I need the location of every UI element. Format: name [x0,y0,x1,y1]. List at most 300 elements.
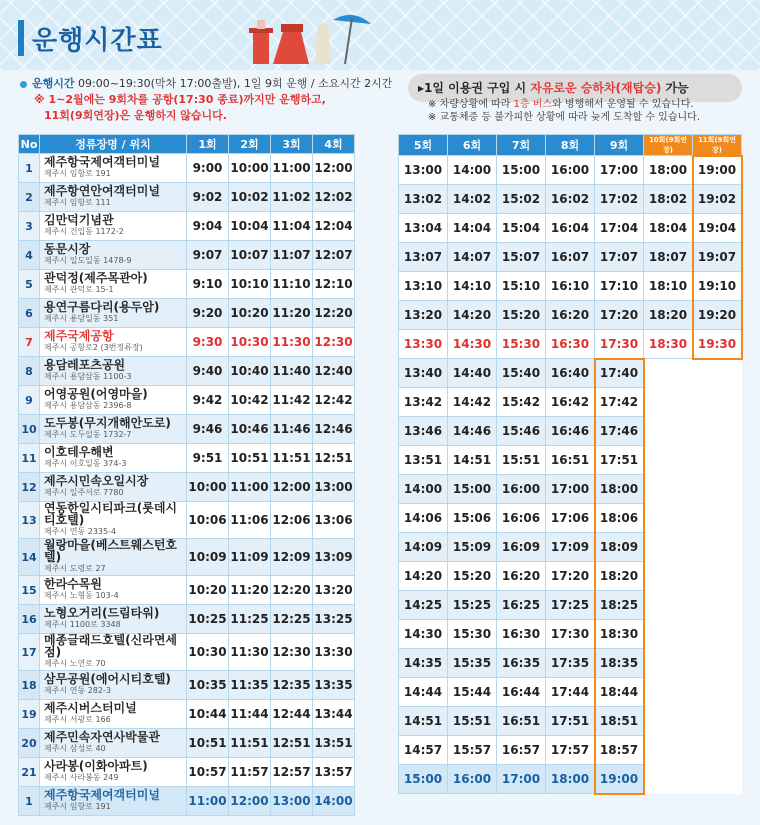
time-cell: 15:35 [448,649,497,678]
stop-name: 동문시장 [44,242,91,256]
time-cell: 12:25 [271,605,313,634]
table-row [19,539,355,576]
time-cell: 18:00 [546,765,595,794]
table-row [19,299,355,328]
stop-name: 월랑마을(베스트웨스턴호텔) [44,538,177,564]
time-cell [644,678,693,707]
time-cell: 16:00 [448,765,497,794]
time-cell: 9:00 [187,154,229,183]
time-cell [644,649,693,678]
table-row [399,475,742,504]
time-cell: 18:09 [595,533,644,562]
stop-location: 제주시 용담삼동 1100-3 [44,372,132,381]
time-cell: 15:20 [448,562,497,591]
table-row [19,700,355,729]
time-cell [693,649,742,678]
stop-number: 2 [19,183,40,212]
time-cell: 17:46 [595,417,644,446]
time-cell: 16:40 [546,359,595,388]
time-cell [693,388,742,417]
table-row [399,765,742,794]
table-row [399,736,742,765]
time-cell: 15:40 [497,359,546,388]
time-cell: 12:00 [229,787,271,816]
time-cell [644,475,693,504]
time-cell: 15:25 [448,591,497,620]
table-row [399,185,742,214]
time-cell: 16:51 [546,446,595,475]
time-cell: 11:35 [229,671,271,700]
table-row [399,533,742,562]
time-cell: 12:51 [271,729,313,758]
stop-location: 제주시 일도일동 1478-9 [44,256,132,265]
stop-location: 제주시 삼성로 40 [44,744,106,753]
table-row [399,649,742,678]
time-cell: 16:42 [546,388,595,417]
time-cell: 10:09 [187,539,229,576]
time-cell: 13:51 [313,729,355,758]
stop-location: 제주시 노연로 70 [44,659,106,668]
header-stop: 정류장명 / 위치 [40,135,187,154]
time-cell: 11:00 [271,154,313,183]
time-cell: 18:44 [595,678,644,707]
stop-number: 5 [19,270,40,299]
time-cell: 18:00 [595,475,644,504]
notice-remark-1: ※ 차량상황에 따라 1층 버스와 병행해서 운영될 수 있습니다. [428,99,694,110]
time-cell: 18:02 [644,185,693,214]
time-cell: 17:44 [546,678,595,707]
bullet-icon [20,81,27,88]
time-cell: 14:42 [448,388,497,417]
time-cell: 19:02 [693,185,742,214]
time-cell: 11:42 [271,386,313,415]
time-cell [693,475,742,504]
time-cell: 12:35 [271,671,313,700]
time-cell: 10:20 [229,299,271,328]
time-cell: 18:20 [595,562,644,591]
stop-name: 제주시민속오일시장 [44,474,149,488]
time-cell: 11:51 [229,729,271,758]
time-cell: 11:30 [271,328,313,357]
stop-cell [40,758,187,787]
table-row [19,183,355,212]
time-cell: 16:30 [497,620,546,649]
time-cell [644,388,693,417]
lighthouse-icon [253,30,269,64]
time-cell [644,533,693,562]
stop-name: 삼무공원(에어시티호텔) [44,672,171,686]
time-cell: 13:51 [399,446,448,475]
time-cell: 13:00 [313,473,355,502]
time-cell: 19:00 [693,156,742,185]
time-cell: 15:02 [497,185,546,214]
table-row [19,634,355,671]
time-cell: 10:40 [229,357,271,386]
table-row [399,214,742,243]
time-cell: 16:35 [497,649,546,678]
stop-location: 제주시 용담삼동 2396-8 [44,401,132,410]
time-cell: 16:30 [546,330,595,359]
time-cell [693,504,742,533]
time-cell: 17:20 [595,301,644,330]
time-cell: 12:46 [313,415,355,444]
time-cell: 12:42 [313,386,355,415]
time-cell: 12:30 [313,328,355,357]
time-cell: 17:07 [595,243,644,272]
time-cell: 13:25 [313,605,355,634]
time-cell: 14:51 [448,446,497,475]
time-cell: 12:20 [271,576,313,605]
stop-number: 19 [19,700,40,729]
stop-number: 14 [19,539,40,576]
time-cell: 17:00 [595,156,644,185]
stop-cell [40,787,187,816]
time-cell: 16:06 [497,504,546,533]
table-row [19,328,355,357]
header-run-1: 1회 [187,135,229,154]
time-cell: 16:10 [546,272,595,301]
time-cell: 10:46 [229,415,271,444]
stop-name: 제주항연안여객터미널 [44,184,160,198]
time-cell: 11:00 [229,473,271,502]
time-cell: 16:09 [497,533,546,562]
time-cell: 10:00 [187,473,229,502]
stop-name: 연동한일시티파크(롯데시티호텔) [44,501,177,527]
stop-location: 제주시 용담일동 351 [44,314,119,323]
time-cell: 11:07 [271,241,313,270]
time-cell: 9:46 [187,415,229,444]
timetable-left [18,134,355,816]
header-run-4: 4회 [313,135,355,154]
header-run-3: 3회 [271,135,313,154]
time-cell [693,765,742,794]
stop-cell [40,700,187,729]
time-cell [693,562,742,591]
time-cell: 14:57 [399,736,448,765]
time-cell: 17:51 [546,707,595,736]
stop-name: 어영공원(어영마을) [44,387,148,401]
stop-cell [40,386,187,415]
time-cell: 17:35 [546,649,595,678]
stop-number: 8 [19,357,40,386]
time-cell: 19:10 [693,272,742,301]
table-row [19,671,355,700]
table-row [19,787,355,816]
time-cell: 9:51 [187,444,229,473]
stop-location: 제주시 노형동 103-4 [44,591,119,600]
table-row [399,301,742,330]
table-row [399,707,742,736]
time-cell [693,533,742,562]
table-row [19,729,355,758]
time-cell [644,359,693,388]
time-cell: 16:46 [546,417,595,446]
winter-note-1: ※ 1~2월에는 9회차를 공항(17:30 종료)까지만 운행하고, [34,93,326,106]
time-cell: 10:07 [229,241,271,270]
time-cell: 19:00 [595,765,644,794]
stop-name: 관덕정(제주목관아) [44,271,148,285]
table-row [399,388,742,417]
time-cell: 13:09 [313,539,355,576]
time-cell: 13:44 [313,700,355,729]
time-cell: 10:06 [187,502,229,539]
time-cell: 15:51 [448,707,497,736]
time-cell: 13:46 [399,417,448,446]
table-row [19,444,355,473]
time-cell: 18:30 [595,620,644,649]
time-cell: 19:04 [693,214,742,243]
stop-location: 제주시 임항로 191 [44,169,111,178]
time-cell [693,620,742,649]
time-cell: 11:20 [229,576,271,605]
time-cell [644,562,693,591]
time-cell: 17:04 [595,214,644,243]
time-cell: 11:46 [271,415,313,444]
time-cell: 14:30 [448,330,497,359]
table-row [399,562,742,591]
stop-cell [40,539,187,576]
time-cell: 9:02 [187,183,229,212]
time-cell: 10:04 [229,212,271,241]
time-cell: 10:20 [187,576,229,605]
time-cell: 13:40 [399,359,448,388]
time-cell: 16:51 [497,707,546,736]
time-cell: 15:00 [399,765,448,794]
time-cell: 18:57 [595,736,644,765]
stop-cell [40,357,187,386]
time-cell: 14:10 [448,272,497,301]
notice-remark-2: ※ 교통체증 등 불가피한 상황에 따라 늦게 도착할 수 있습니다. [428,112,701,123]
winter-note-2: 11회(9회연장)은 운행하지 않습니다. [44,109,227,122]
notice-remarks [428,98,700,124]
time-cell: 10:30 [229,328,271,357]
time-cell: 18:20 [644,301,693,330]
time-cell: 10:42 [229,386,271,415]
stop-cell [40,634,187,671]
time-cell: 16:00 [546,156,595,185]
time-cell: 13:04 [399,214,448,243]
time-cell: 9:30 [187,328,229,357]
time-cell: 14:04 [448,214,497,243]
time-cell [644,707,693,736]
stop-number: 3 [19,212,40,241]
time-cell: 13:02 [399,185,448,214]
page-title: 운행시간표 [32,26,163,56]
stop-cell [40,473,187,502]
time-cell: 18:10 [644,272,693,301]
table-row [19,241,355,270]
table-row [399,678,742,707]
time-cell: 14:40 [448,359,497,388]
time-cell: 14:00 [313,787,355,816]
time-cell: 12:44 [271,700,313,729]
stop-cell [40,605,187,634]
stop-location: 제주시 일주서로 7780 [44,488,124,497]
stop-name: 제주항국제여객터미널 [44,155,160,169]
table-row [399,156,742,185]
dol-hareubang-icon [315,23,331,64]
stop-number: 1 [19,154,40,183]
time-cell: 10:51 [229,444,271,473]
time-cell: 14:30 [399,620,448,649]
table-row [19,154,355,183]
time-cell: 14:00 [399,475,448,504]
time-cell: 14:20 [399,562,448,591]
time-cell: 15:06 [448,504,497,533]
time-cell: 15:04 [497,214,546,243]
time-cell: 14:06 [399,504,448,533]
stop-name: 메종글래드호텔(신라면세점) [44,633,177,659]
table-row [19,270,355,299]
time-cell: 16:25 [497,591,546,620]
stop-number: 9 [19,386,40,415]
time-cell: 10:02 [229,183,271,212]
stop-number: 17 [19,634,40,671]
time-cell: 11:02 [271,183,313,212]
time-cell: 14:20 [448,301,497,330]
time-cell: 13:42 [399,388,448,417]
time-cell: 17:10 [595,272,644,301]
time-cell: 9:10 [187,270,229,299]
header-run-11: 11회(9회연장) [693,135,742,156]
time-cell: 13:30 [313,634,355,671]
time-cell: 11:57 [229,758,271,787]
time-cell: 17:42 [595,388,644,417]
stop-cell [40,444,187,473]
time-cell [644,765,693,794]
time-cell: 16:00 [497,475,546,504]
time-cell: 15:51 [497,446,546,475]
time-cell: 15:10 [497,272,546,301]
time-cell: 10:00 [229,154,271,183]
time-cell: 17:25 [546,591,595,620]
stop-location: 제주시 서광로 166 [44,715,111,724]
header-run-9: 9회 [595,135,644,156]
time-cell: 13:00 [399,156,448,185]
stop-location: 제주시 사라봉동 249 [44,773,119,782]
time-cell [693,707,742,736]
service-hours-label: 운행시간 [32,77,75,90]
time-cell: 18:00 [644,156,693,185]
time-cell: 18:25 [595,591,644,620]
pass-notice-text: ▸1일 이용권 구입 시 자유로운 승하차(재탑승) 가능 [418,81,689,95]
time-cell: 17:00 [497,765,546,794]
time-cell: 11:40 [271,357,313,386]
stop-location: 제주시 임항로 111 [44,198,111,207]
table-row [399,504,742,533]
stop-cell [40,299,187,328]
stop-number: 16 [19,605,40,634]
time-cell: 18:06 [595,504,644,533]
time-cell: 17:30 [546,620,595,649]
time-cell: 11:09 [229,539,271,576]
time-cell: 18:35 [595,649,644,678]
time-cell [644,446,693,475]
time-cell: 17:51 [595,446,644,475]
time-cell: 13:57 [313,758,355,787]
stop-name: 김만덕기념관 [44,213,114,227]
table-row [19,758,355,787]
time-cell: 17:02 [595,185,644,214]
stop-cell [40,328,187,357]
time-cell: 16:04 [546,214,595,243]
time-cell [693,591,742,620]
time-cell: 12:04 [313,212,355,241]
time-cell: 11:25 [229,605,271,634]
time-cell [693,678,742,707]
time-cell: 12:57 [271,758,313,787]
time-cell: 13:00 [271,787,313,816]
time-cell: 9:07 [187,241,229,270]
time-cell: 9:40 [187,357,229,386]
table-row [399,243,742,272]
stop-number: 21 [19,758,40,787]
time-cell: 12:20 [313,299,355,328]
time-cell: 16:20 [546,301,595,330]
time-cell [693,446,742,475]
time-cell [644,417,693,446]
time-cell: 15:07 [497,243,546,272]
time-cell: 18:07 [644,243,693,272]
header-run-6: 6회 [448,135,497,156]
time-cell [644,591,693,620]
time-cell: 15:42 [497,388,546,417]
time-cell: 10:10 [229,270,271,299]
stop-location: 제주시 연동 282-3 [44,686,111,695]
time-cell: 17:40 [595,359,644,388]
time-cell: 13:07 [399,243,448,272]
table-row [19,576,355,605]
stop-location: 제주시 1100로 3348 [44,620,121,629]
service-hours-text: 09:00~19:30(막차 17:00출발), 1일 9회 운행 / 소요시간 2시간 [78,77,393,90]
header-run-10: 10회(9회연장) [644,135,693,156]
time-cell: 17:20 [546,562,595,591]
table-row [399,620,742,649]
time-cell: 19:07 [693,243,742,272]
time-cell: 14:07 [448,243,497,272]
time-cell: 16:02 [546,185,595,214]
time-cell: 18:30 [644,330,693,359]
time-cell: 11:10 [271,270,313,299]
time-cell: 13:20 [399,301,448,330]
header-no: No [19,135,40,154]
table-row [19,605,355,634]
stop-cell [40,671,187,700]
stop-name: 사라봉(이화아파트) [44,759,148,773]
table-row [19,357,355,386]
header-run-2: 2회 [229,135,271,154]
stop-number: 11 [19,444,40,473]
stop-name: 제주민속자연사박물관 [44,730,160,744]
time-cell: 15:00 [448,475,497,504]
time-cell: 16:20 [497,562,546,591]
time-cell: 14:09 [399,533,448,562]
title-accent-bar [18,20,24,56]
time-cell [693,359,742,388]
time-cell: 11:44 [229,700,271,729]
time-cell [644,736,693,765]
table-row [19,473,355,502]
time-cell: 12:00 [271,473,313,502]
time-cell: 14:02 [448,185,497,214]
time-cell: 14:44 [399,678,448,707]
table-row [399,272,742,301]
table-row [399,446,742,475]
time-cell: 14:46 [448,417,497,446]
time-cell: 12:09 [271,539,313,576]
time-cell [693,736,742,765]
time-cell: 12:51 [313,444,355,473]
